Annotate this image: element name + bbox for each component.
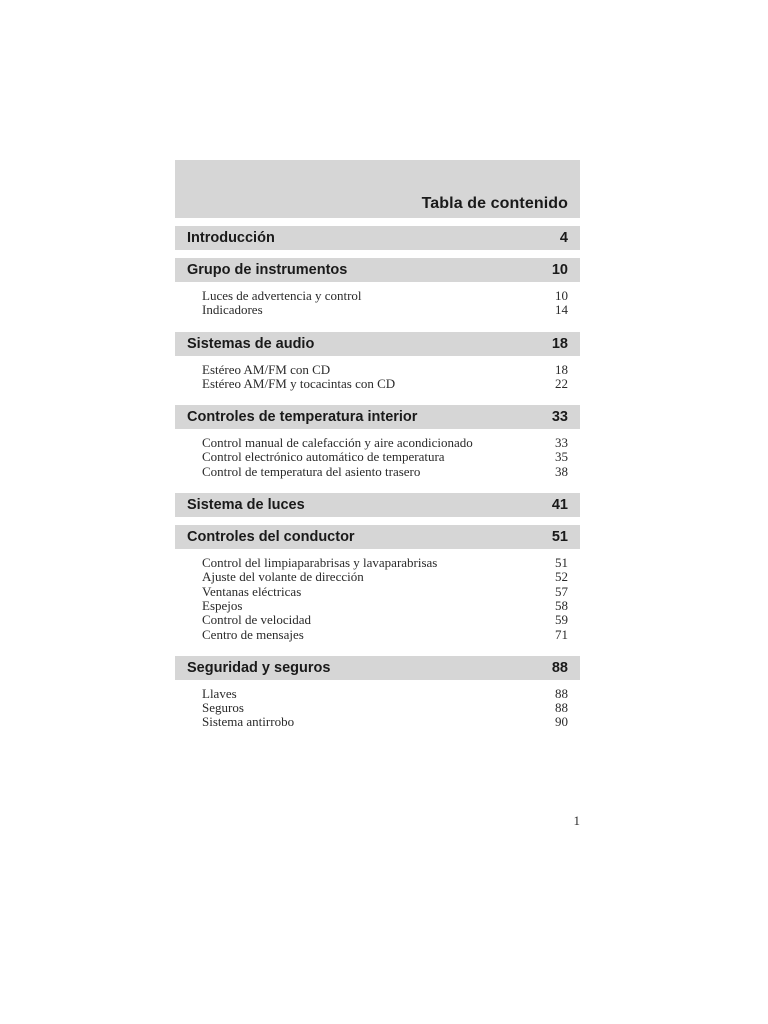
section-title: Sistemas de audio <box>187 335 315 352</box>
toc-entry <box>202 628 568 642</box>
toc-section <box>175 525 580 648</box>
entry-page: 14 <box>555 302 568 318</box>
toc-entry <box>202 715 568 729</box>
toc-entry <box>202 613 568 627</box>
toc-header <box>175 160 580 218</box>
entry-page: 90 <box>555 714 568 730</box>
entry-page: 22 <box>555 375 568 391</box>
entry-label: Control del limpiaparabrisas y lavaparabrisas <box>202 555 438 571</box>
entry-page: 38 <box>555 463 568 479</box>
toc-entry <box>202 377 568 391</box>
toc-entry <box>202 599 568 613</box>
entry-list <box>175 680 580 736</box>
entry-list <box>175 356 580 398</box>
section-page: 88 <box>551 659 568 676</box>
entry-label: Control electrónico automático de temperatura <box>202 449 445 465</box>
section-heading <box>175 332 580 356</box>
entry-label: Luces de advertencia y control <box>202 288 362 303</box>
entry-list <box>175 549 580 648</box>
entry-page: 18 <box>555 361 568 377</box>
entry-label: Ventanas eléctricas <box>202 583 302 599</box>
toc-entry <box>202 289 568 303</box>
section-page: 33 <box>551 409 568 426</box>
toc-section <box>175 226 580 250</box>
entry-label: Centro de mensajes <box>202 626 304 642</box>
toc-entry <box>202 556 568 570</box>
entry-label: Estéreo AM/FM con CD <box>202 361 331 377</box>
toc-section <box>175 493 580 517</box>
toc-entry <box>202 363 568 377</box>
entry-label: Espejos <box>202 597 243 613</box>
entry-label: Control de velocidad <box>202 612 312 628</box>
section-page: 51 <box>551 529 568 546</box>
toc-section <box>175 405 580 485</box>
section-heading <box>175 493 580 517</box>
toc-section <box>175 656 580 736</box>
section-title: Grupo de instrumentos <box>187 262 348 278</box>
entry-page: 88 <box>555 685 568 701</box>
entry-label: Ajuste del volante de dirección <box>202 569 364 585</box>
toc-entry <box>202 585 568 599</box>
toc-title: Tabla de contenido <box>421 195 568 212</box>
section-page: 41 <box>551 497 568 514</box>
entry-page: 88 <box>555 700 568 716</box>
entry-page: 57 <box>555 583 568 599</box>
toc-entry <box>202 570 568 584</box>
toc-entry <box>202 687 568 701</box>
section-heading <box>175 656 580 680</box>
toc-entry <box>202 436 568 450</box>
entry-label: Control manual de calefacción y aire acondicionado <box>202 435 473 451</box>
section-title: Introducción <box>187 230 275 246</box>
section-title: Controles de temperatura interior <box>187 409 418 426</box>
entry-label: Llaves <box>202 685 237 701</box>
section-heading <box>175 226 580 250</box>
entry-page: 58 <box>555 597 568 613</box>
section-page: 4 <box>559 230 568 246</box>
section-title: Seguridad y seguros <box>187 659 331 676</box>
toc-entry <box>202 465 568 479</box>
entry-page: 51 <box>555 555 568 571</box>
page-number: 1 <box>573 813 580 828</box>
toc-entry <box>202 701 568 715</box>
entry-list <box>175 429 580 485</box>
section-title: Controles del conductor <box>187 529 355 546</box>
entry-page: 10 <box>555 288 568 303</box>
toc-section <box>175 332 580 398</box>
toc-sections <box>175 226 580 736</box>
section-heading <box>175 525 580 549</box>
section-title: Sistema de luces <box>187 497 305 514</box>
toc-entry <box>202 303 568 317</box>
section-heading <box>175 258 580 282</box>
entry-label: Indicadores <box>202 302 263 318</box>
section-heading <box>175 405 580 429</box>
entry-page: 33 <box>555 435 568 451</box>
entry-page: 35 <box>555 449 568 465</box>
entry-page: 59 <box>555 612 568 628</box>
entry-page: 52 <box>555 569 568 585</box>
toc-entry <box>202 450 568 464</box>
entry-page: 71 <box>555 626 568 642</box>
entry-list <box>175 282 580 324</box>
entry-label: Sistema antirrobo <box>202 714 295 730</box>
entry-label: Seguros <box>202 700 244 716</box>
entry-label: Estéreo AM/FM y tocacintas con CD <box>202 375 396 391</box>
entry-label: Control de temperatura del asiento trasero <box>202 463 421 479</box>
section-page: 18 <box>551 335 568 352</box>
toc-section <box>175 258 580 324</box>
section-page: 10 <box>551 262 568 278</box>
table-of-contents <box>175 160 580 736</box>
